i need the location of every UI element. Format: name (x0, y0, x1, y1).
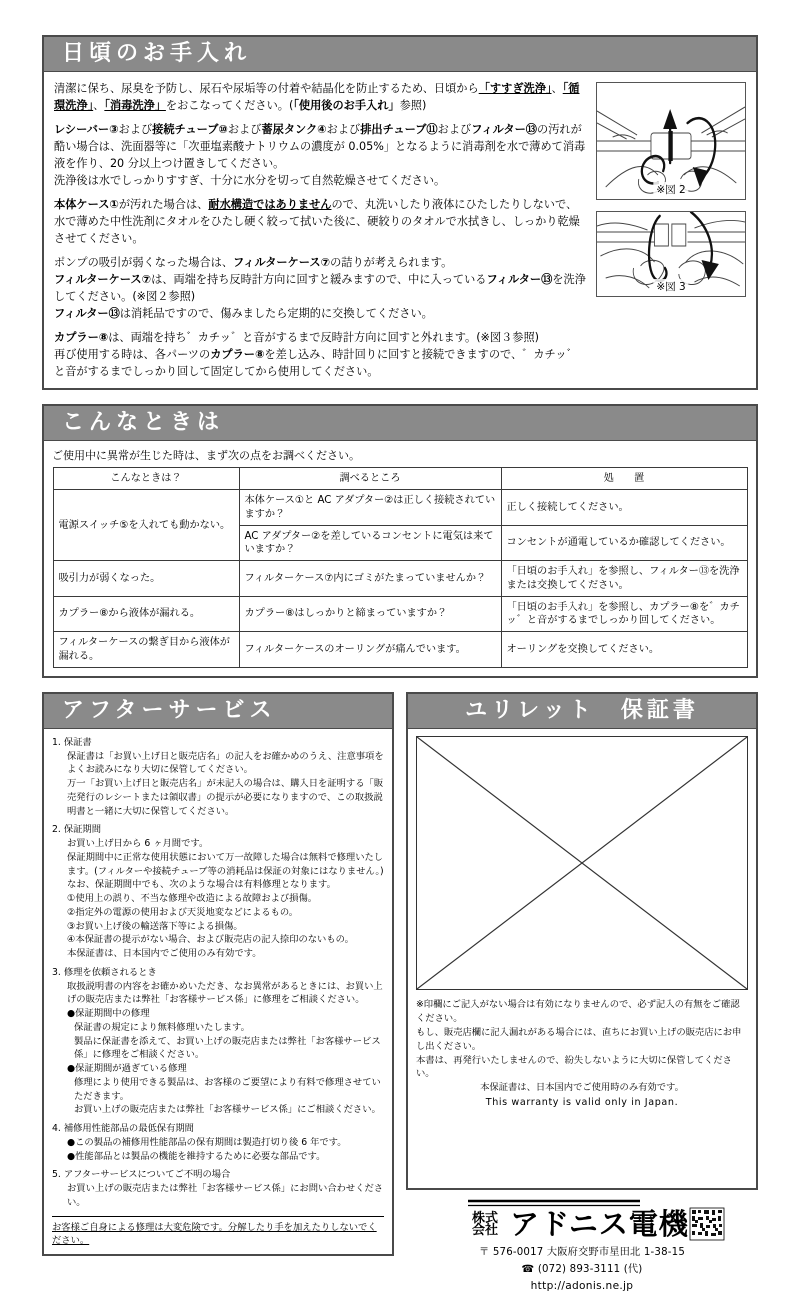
troubleshooting-title: こんなときは (62, 410, 225, 436)
bottom-columns (42, 692, 758, 1295)
item-line: 保証期間中に正常な使用状態において万一故障した場合は無料で修理いたします。(フィルターや接続チューブ等の消耗品は保証の対象にはなりません。) (67, 851, 384, 877)
company-block (406, 1190, 758, 1295)
cell-action: 「日頃のお手入れ」を参照し、カプラー⑧を゛カチッ゛と音がするまでしっかり回してください。 (501, 596, 747, 632)
cell-check: フィルターケース⑦内にゴミがたまっていませんか？ (239, 561, 501, 597)
after-service-title: アフターサービス (62, 697, 277, 723)
care-paragraph-4: ポンプの吸引が弱くなった場合は、フィルターケース⑦の詰りが考えられます。 フィルターケース⑦は、両端を持ち反時計方向に回すと緩みますので、中に入っているフィルター⑬を洗浄してください。(※図２参照) フィルター⑬は消耗品ですので、傷みましたら定期的に交換してください。 (54, 256, 586, 321)
troubleshooting-table (53, 467, 748, 668)
cell-action: コンセントが通電しているか確認してください。 (501, 525, 747, 561)
warranty-section (406, 692, 758, 1295)
after-service-body (42, 728, 394, 1256)
warranty-note-japan: 本保証書は、日本国内でご使用時のみ有効です。 (480, 1082, 684, 1094)
item-line: お買い上げの販売店または弊社「お客様サービス係」にご相談ください。 (74, 1104, 381, 1116)
cell-action: 「日頃のお手入れ」を参照し、フィルター⑬を洗浄または交換してください。 (501, 561, 747, 597)
warranty-body (406, 728, 758, 1190)
care-paragraph-2: レシーバー③および接続チューブ⑩および蓄尿タンク④および排出チューブ⑪およびフィルター⑬の汚れが酷い場合は、洗面器等に「次亜塩素酸ナトリウムの濃度が 0.05%」となるように消毒剤を水で薄めて消毒液を作り、20 分以上つけ置きしてください。 洗浄後は水でしっかりすすぎ、十分に水分を切って自然乾燥させてください。 (54, 123, 586, 188)
item-number: 4. 補修用性能部品の最低保有期間 (52, 1123, 194, 1134)
troubleshooting-lead: ご使用中に異常が生じた時は、まず次の点をお調べください。 (52, 449, 360, 463)
table-row (53, 561, 747, 597)
item-line: 取扱説明書の内容をお確かめいただき、なお異常があるときには、お買い上げの販売店または弊社「お客様サービス係」に修理をご相談ください。 (67, 980, 383, 1006)
item-line: ●保証期間が過ぎている修理 (67, 1063, 187, 1074)
item-number: 3. 修理を依頼されるとき (52, 966, 157, 978)
cell-symptom: 電源スイッチ⑤を入れても動かない。 (53, 490, 239, 561)
after-service-item (52, 966, 384, 1117)
cell-symptom: 吸引力が弱くなった。 (53, 561, 239, 597)
company-name-jp: アドニス電機 (510, 1206, 689, 1241)
daily-care-body (42, 71, 758, 390)
cell-symptom: フィルターケースの繋ぎ目から液体が漏れる。 (53, 632, 239, 668)
table-row (53, 596, 747, 632)
company-url[interactable]: http://adonis.ne.jp (530, 1280, 634, 1293)
figure-3-label: ※図 3 (653, 279, 688, 294)
item-line: 保証書は「お買い上げ日と販売店名」の記入をお確かめのうえ、注意事項をよくお読みになり大切に保管してください。 (67, 750, 384, 776)
item-line: ●この製品の補修用性能部品の保有期間は製造打切り後 6 年です。 (67, 1136, 347, 1148)
table-header-row (53, 468, 747, 490)
cell-action: 正しく接続してください。 (501, 490, 747, 526)
warranty-fill-in-box[interactable] (416, 736, 748, 990)
figure-2-label: ※図 2 (653, 182, 688, 197)
item-number: 1. 保証書 (52, 736, 92, 748)
item-line: ③お買い上げ後の輸送落下等による損傷。 (67, 920, 243, 932)
item-line: ●性能部品とは製品の機能を維持するために必要な部品です。 (67, 1150, 326, 1162)
kabushiki-label: 株式 (472, 1210, 499, 1226)
daily-care-header (42, 35, 758, 71)
kaisha-label: 会社 (472, 1222, 499, 1238)
item-line: ②指定外の電源の使用および天災地変などによるもの。 (67, 906, 299, 918)
warranty-header (406, 692, 758, 728)
table-row (53, 490, 747, 526)
column-header-action: 処 置 (501, 468, 747, 490)
care-paragraph-1: 清潔に保ち、尿臭を予防し、尿石や尿垢等の付着や結晶化を防止するため、日頃から「すすぎ洗浄」、「循環洗浄」、「消毒洗浄」をおこなってください。(「使用後のお手入れ」参照) (54, 82, 580, 113)
after-service-item (52, 736, 384, 819)
coupler-twist-illustration (596, 211, 746, 297)
company-phone: ☎ (072) 893-3111 (代) (521, 1263, 643, 1275)
cell-symptom: カプラー⑧から液体が漏れる。 (53, 596, 239, 632)
item-line: ①使用上の誤り、不当な修理や改造による故障および損傷。 (67, 893, 318, 904)
manual-page (42, 35, 758, 1295)
qr-code-icon (690, 1208, 724, 1240)
after-service-item (52, 823, 384, 961)
after-service-item (52, 1122, 384, 1163)
table-row (53, 632, 747, 668)
troubleshooting-body (42, 440, 758, 678)
item-line: 保証書の規定により無料修理いたします。 (74, 1021, 250, 1033)
item-number: 5. アフターサービスについてご不明の場合 (52, 1169, 231, 1181)
cell-action: オーリングを交換してください。 (501, 632, 747, 668)
daily-care-figures (588, 80, 746, 380)
item-number: 2. 保証期間 (52, 824, 102, 836)
cell-check: AC アダプター②を差しているコンセントに電気は来ていますか？ (239, 525, 501, 561)
daily-care-text (54, 80, 588, 380)
warranty-notes (416, 990, 748, 1111)
company-postal-address: 〒 576-0017 大阪府交野市星田北 1-38-15 (479, 1246, 685, 1258)
item-line: お買い上げ日から 6 ヶ月間です。 (67, 838, 209, 849)
column-header-check: 調べるところ (239, 468, 501, 490)
warranty-note-english: This warranty is valid only in Japan. (485, 1097, 679, 1109)
item-line: ④本保証書の提示がない場合、および販売店の記入捺印のないもの。 (67, 934, 354, 946)
item-line: 本保証書は、日本国内でご使用のみ有効です。 (67, 948, 262, 959)
item-line: お買い上げの販売店または弊社「お客様サービス係」にお問い合わせください。 (67, 1183, 384, 1208)
self-repair-warning: お客様ご自身による修理は大変危険です。分解したり手を加えたりしないでください。 (52, 1216, 384, 1249)
cell-check: カプラー⑧はしっかりと締まっていますか？ (239, 596, 501, 632)
after-service-header (42, 692, 394, 728)
item-line: 製品に保証書を添えて、お買い上げの販売店または弊社「お客様サービス係」に修理をご相談ください。 (74, 1035, 381, 1061)
troubleshooting-header (42, 404, 758, 440)
cell-check: フィルターケースのオーリングが痛んでいます。 (239, 632, 501, 668)
filter-case-twist-illustration (596, 82, 746, 200)
daily-care-title: 日頃のお手入れ (62, 41, 252, 66)
after-service-item (52, 1168, 384, 1209)
column-header-symptom: こんなときは？ (53, 468, 239, 490)
item-line: 修理により使用できる製品は、お客様のご要望により有料で修理させていただきます。 (74, 1076, 381, 1102)
daily-care-section (42, 35, 758, 390)
item-line: 万一「お買い上げ日と販売店名」が未記入の場合は、購入日を証明する「販売発行のレシートまたは領収書」の提示が必要になりますので、この取扱説明書と一緒に大切に保管してください。 (67, 778, 384, 817)
care-paragraph-3: 本体ケース①が汚れた場合は、耐水構造ではありませんので、丸洗いしたり液体にひたしたりしないで、水で薄めた中性洗剤にタオルをひたし硬く絞って拭いた後に、硬絞りのタオルで水拭きし、しっかり乾燥させてください。 (54, 198, 580, 246)
after-service-section (42, 692, 394, 1256)
adonis-logo (432, 1198, 732, 1244)
warranty-title: ユリレット 保証書 (465, 697, 699, 723)
warranty-note: ※印欄にご記入がない場合は有効になりませんので、必ず記入の有無をご確認ください。 (416, 998, 740, 1024)
care-paragraph-5: カプラー⑧は、両端を持ち゛カチッ゛と音がするまで反時計方向に回すと外れます。(※図３参照) 再び使用する時は、各パーツのカプラー⑧を差し込み、時計回りに回すと接続できますので、゛カチッ゛と音がするまでしっかり回して固定してから使用してください。 (54, 331, 578, 379)
troubleshooting-section (42, 404, 758, 678)
item-line: ●保証期間中の修理 (67, 1008, 150, 1019)
cell-check: 本体ケース①と AC アダプター②は正しく接続されていますか？ (239, 490, 501, 526)
warranty-note: 本書は、再発行いたしませんので、紛失しないように大切に保管してください。 (416, 1054, 732, 1080)
warranty-note: もし、販売店欄に記入漏れがある場合には、直ちにお買い上げの販売店にお申し出ください。 (416, 1026, 742, 1052)
item-line: なお、保証期間中でも、次のような場合は有料修理となります。 (67, 879, 336, 891)
